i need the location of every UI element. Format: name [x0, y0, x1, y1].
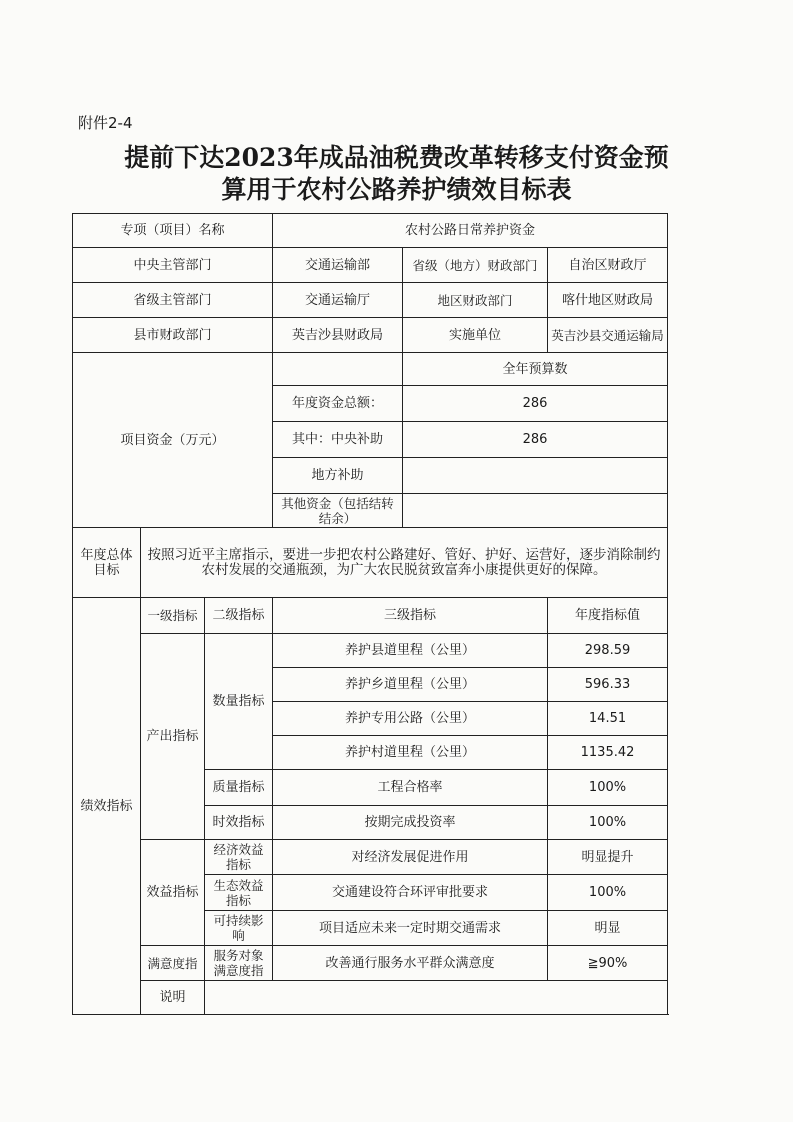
time-item: 按期完成投资率 [273, 806, 548, 840]
quality-label: 质量指标 [205, 770, 273, 806]
time-value: 100% [548, 806, 668, 840]
annual-budget-header: 全年预算数 [403, 353, 668, 386]
row-service [73, 946, 668, 981]
satisfaction-label: 满意度指 [141, 946, 205, 981]
row-county-road [73, 634, 668, 668]
funds-header-blank [273, 353, 403, 386]
output-label: 产出指标 [141, 634, 205, 840]
funds-other-label: 其他资金（包括结转结余） [273, 494, 403, 528]
header-level3: 三级指标 [273, 598, 548, 634]
village-road-value: 1135.42 [548, 736, 668, 770]
funds-central-value: 286 [403, 422, 668, 458]
impl-unit-label: 实施单位 [403, 318, 548, 353]
county-road-item: 养护县道里程（公里） [273, 634, 548, 668]
funds-central-label: 其中：中央补助 [273, 422, 403, 458]
funds-total-label: 年度资金总额： [273, 386, 403, 422]
page-title [0, 142, 793, 206]
econ-item: 对经济发展促进作用 [273, 840, 548, 875]
service-item: 改善通行服务水平群众满意度 [273, 946, 548, 981]
county-fin-value: 英吉沙县财政局 [273, 318, 403, 353]
funds-local-label: 地方补助 [273, 458, 403, 494]
performance-table [72, 213, 668, 1015]
title-line-1: 提前下达2023年成品油税费改革转移支付资金预 [124, 143, 669, 172]
row-project-name [73, 214, 668, 248]
funds-total-value: 286 [403, 386, 668, 422]
row-indicator-header [73, 598, 668, 634]
county-road-value: 298.59 [548, 634, 668, 668]
row-funds-header [73, 353, 668, 386]
header-level2: 二级指标 [205, 598, 273, 634]
village-road-item: 养护村道里程（公里） [273, 736, 548, 770]
township-road-value: 596.33 [548, 668, 668, 702]
pref-fin-value: 喀什地区财政局 [548, 283, 668, 318]
central-dept-value: 交通运输部 [273, 248, 403, 283]
eco-item: 交通建设符合环评审批要求 [273, 875, 548, 911]
funds-other-value [403, 494, 668, 528]
prov-fin-value: 自治区财政厅 [548, 248, 668, 283]
objective-text: 按照习近平主席指示，要进一步把农村公路建好、管好、护好、运营好，逐步消除制约农村发展的交通瓶颈，为广大农民脱贫致富奔小康提供更好的保障。 [141, 528, 668, 598]
note-value [205, 981, 668, 1015]
township-road-item: 养护乡道里程（公里） [273, 668, 548, 702]
eco-value: 100% [548, 875, 668, 911]
row-objective [73, 528, 668, 598]
header-value: 年度指标值 [548, 598, 668, 634]
pref-fin-label: 地区财政部门 [403, 283, 548, 318]
service-label: 服务对象满意度指 [205, 946, 273, 981]
row-econ [73, 840, 668, 875]
service-value: ≧90% [548, 946, 668, 981]
funds-label: 项目资金（万元） [73, 353, 273, 528]
sustain-value: 明显 [548, 911, 668, 946]
benefit-label: 效益指标 [141, 840, 205, 946]
header-level1: 一级指标 [141, 598, 205, 634]
quality-item: 工程合格率 [273, 770, 548, 806]
prov-dept-value: 交通运输厅 [273, 283, 403, 318]
project-name-value: 农村公路日常养护资金 [273, 214, 668, 248]
impl-unit-value: 英吉沙县交通运输局 [548, 318, 668, 353]
note-label: 说明 [141, 981, 205, 1015]
row-county-fin [73, 318, 668, 353]
row-prov-dept [73, 283, 668, 318]
special-road-value: 14.51 [548, 702, 668, 736]
county-fin-label: 县市财政部门 [73, 318, 273, 353]
sustain-item: 项目适应未来一定时期交通需求 [273, 911, 548, 946]
prov-fin-label: 省级（地方）财政部门 [403, 248, 548, 283]
prov-dept-label: 省级主管部门 [73, 283, 273, 318]
title-line-2: 算用于农村公路养护绩效目标表 [221, 175, 572, 204]
special-road-item: 养护专用公路（公里） [273, 702, 548, 736]
eco-label: 生态效益指标 [205, 875, 273, 911]
attachment-label: 附件2-4 [78, 114, 133, 132]
econ-label: 经济效益指标 [205, 840, 273, 875]
objective-label: 年度总体目标 [73, 528, 141, 598]
sustain-label: 可持续影响 [205, 911, 273, 946]
row-central-dept [73, 248, 668, 283]
central-dept-label: 中央主管部门 [73, 248, 273, 283]
row-note [73, 981, 668, 1015]
project-name-label: 专项（项目）名称 [73, 214, 273, 248]
funds-local-value [403, 458, 668, 494]
quantity-label: 数量指标 [205, 634, 273, 770]
time-label: 时效指标 [205, 806, 273, 840]
econ-value: 明显提升 [548, 840, 668, 875]
indicators-section-label: 绩效指标 [73, 598, 141, 1015]
quality-value: 100% [548, 770, 668, 806]
